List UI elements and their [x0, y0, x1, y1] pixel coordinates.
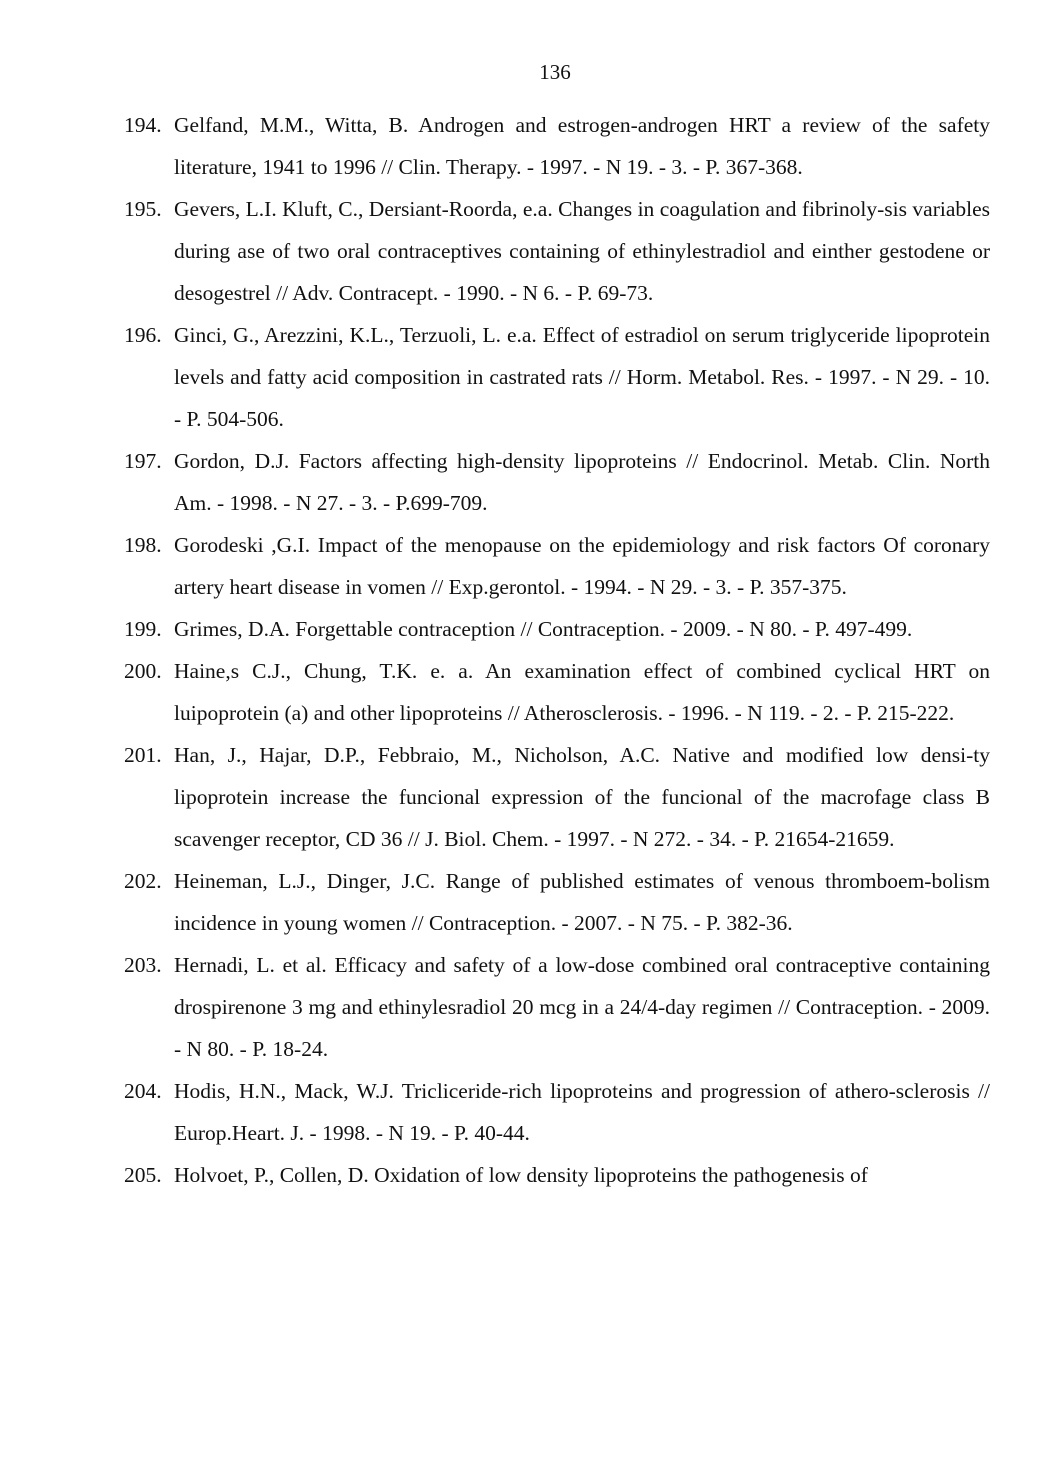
reference-item: [124, 650, 990, 734]
reference-text: Han, J., Hajar, D.P., Febbraio, M., Nicholson, A.C. Native and modified low densi-ty lipoprotein increase the funcional expression of the funcional of the macrofage class B scavenger receptor, CD 36 // J. Biol. Chem. - 1997. - N 272. - 34. - P. 21654-21659.: [174, 743, 990, 851]
reference-number: 194.: [124, 113, 162, 137]
reference-item: [124, 734, 990, 860]
reference-item: [124, 440, 990, 524]
reference-number: 198.: [124, 533, 162, 557]
page-number: 136: [539, 60, 571, 84]
reference-item: [124, 188, 990, 314]
reference-number: 200.: [124, 659, 162, 683]
reference-number: 199.: [124, 617, 162, 641]
reference-item: [124, 608, 990, 650]
reference-item: [124, 1154, 990, 1196]
reference-item: [124, 1070, 990, 1154]
reference-number: 202.: [124, 869, 162, 893]
reference-item: [124, 944, 990, 1070]
reference-text: Gelfand, M.M., Witta, B. Androgen and estrogen-androgen HRT a review of the safety literature, 1941 to 1996 // Clin. Therapy. - 1997. - N 19. - 3. - P. 367-368.: [174, 113, 990, 179]
reference-text: Grimes, D.A. Forgettable contraception // Contraception. - 2009. - N 80. - P. 497-499.: [174, 617, 913, 641]
reference-text: Gordon, D.J. Factors affecting high-density lipoproteins // Endocrinol. Metab. Clin. North Am. - 1998. - N 27. - 3. - P.699-709.: [174, 449, 990, 515]
reference-text: Hodis, H.N., Mack, W.J. Tricliceride-rich lipoproteins and progression of athero-sclerosis // Europ.Heart. J. - 1998. - N 19. - P. 40-44.: [174, 1079, 990, 1145]
reference-text: Ginci, G., Arezzini, K.L., Terzuoli, L. e.a. Effect of estradiol on serum triglyceride lipoprotein levels and fatty acid composition in castrated rats // Horm. Metabol. Res. - 1997. - N 29. - 10. - P. 504-506.: [174, 323, 990, 431]
reference-item: [124, 314, 990, 440]
reference-text: Gorodeski ,G.I. Impact of the menopause on the epidemiology and risk factors Of coronary artery heart disease in vomen // Exp.gerontol. - 1994. - N 29. - 3. - P. 357-375.: [174, 533, 990, 599]
reference-number: 204.: [124, 1079, 162, 1103]
reference-text: Haine,s C.J., Chung, T.K. e. a. An examination effect of combined cyclical HRT on luipoprotein (a) and other lipoproteins // Atherosclerosis. - 1996. - N 119. - 2. - P. 215-222.: [174, 659, 990, 725]
reference-item: [124, 860, 990, 944]
reference-text: Heineman, L.J., Dinger, J.C. Range of published estimates of venous thromboem-bolism incidence in young women // Contraception. - 2007. - N 75. - P. 382-36.: [174, 869, 990, 935]
reference-number: 203.: [124, 953, 162, 977]
reference-number: 197.: [124, 449, 162, 473]
reference-text: Hernadi, L. et al. Efficacy and safety of a low-dose combined oral contraceptive containing drospirenone 3 mg and ethinylesradiol 20 mcg in a 24/4-day regimen // Contraception. - 2009. - N 80. - P. 18-24.: [174, 953, 990, 1061]
reference-number: 205.: [124, 1163, 162, 1187]
reference-item: [124, 524, 990, 608]
reference-item: [124, 104, 990, 188]
reference-number: 201.: [124, 743, 162, 767]
reference-text: Gevers, L.I. Kluft, C., Dersiant-Roorda, e.a. Changes in coagulation and fibrinoly-sis variables during ase of two oral contraceptives containing of ethinylestradiol and einther gestodene or desogestrel // Adv. Contracept. - 1990. - N 6. - P. 69-73.: [174, 197, 990, 305]
reference-number: 195.: [124, 197, 162, 221]
reference-number: 196.: [124, 323, 162, 347]
reference-list: [124, 104, 990, 1196]
reference-text: Holvoet, P., Collen, D. Oxidation of low density lipoproteins the pathogenesis of: [174, 1163, 868, 1187]
